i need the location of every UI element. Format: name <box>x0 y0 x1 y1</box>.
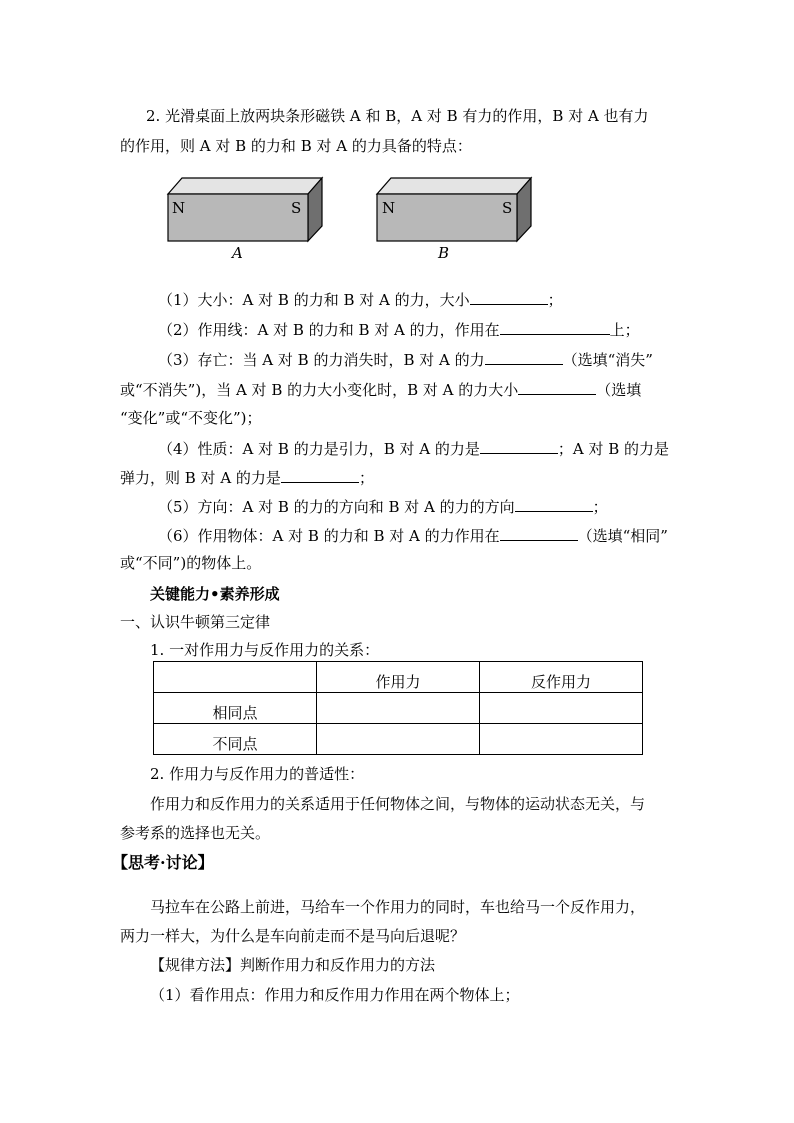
table-cell: 不同点 <box>154 724 317 755</box>
answer-blank[interactable] <box>500 525 578 541</box>
magnet-b-label: B <box>438 244 450 262</box>
table-cell[interactable] <box>480 724 643 755</box>
item-1: （1）大小：A 对 B 的力和 B 对 A 的力，大小 ； <box>158 291 563 309</box>
universality-line-2: 参考系的选择也无关。 <box>120 824 271 842</box>
answer-blank[interactable] <box>281 467 359 483</box>
method-text: 判断作用力和反作用力的方法 <box>240 956 436 974</box>
question-2-line-2: 的作用，则 A 对 B 的力和 B 对 A 的力具备的特点： <box>120 137 472 155</box>
table-cell: 相同点 <box>154 693 317 724</box>
item-4-line-2: 弹力，则 B 对 A 的力是 ； <box>120 469 374 487</box>
magnet-a-label: A <box>232 244 243 262</box>
magnet-b-south-pole: S <box>502 199 513 217</box>
relation-table <box>153 661 643 755</box>
table-cell[interactable] <box>317 693 480 724</box>
magnet-a-north-pole: N <box>172 199 186 217</box>
sub-heading-2: 2. 作用力与反作用力的普适性： <box>150 765 365 783</box>
table-row <box>154 693 643 724</box>
answer-blank[interactable] <box>485 349 563 365</box>
table-cell[interactable] <box>317 724 480 755</box>
item-5: （5）方向：A 对 B 的力的方向和 B 对 A 的力的方向 ； <box>158 498 608 516</box>
method-title: 【规律方法】 <box>150 956 241 974</box>
item-3-line-3: “变化”或“不变化”)； <box>120 409 262 427</box>
answer-blank[interactable] <box>500 319 610 335</box>
method-item-1: （1）看作用点：作用力和反作用力作用在两个物体上； <box>150 986 520 1004</box>
answer-blank[interactable] <box>518 379 596 395</box>
discussion-line-1: 马拉车在公路上前进，马给车一个作用力的同时，车也给马一个反作用力， <box>150 898 646 916</box>
table-header-cell <box>154 662 317 693</box>
item-6: （6）作用物体：A 对 B 的力和 B 对 A 的力作用在 （选填“相同” <box>158 527 668 545</box>
discussion-title: 【思考·讨论】 <box>112 853 214 872</box>
table-cell[interactable] <box>480 693 643 724</box>
magnets-diagram <box>160 170 550 250</box>
section-title: 关键能力•素养形成 <box>150 585 280 603</box>
universality-line-1: 作用力和反作用力的关系适用于任何物体之间，与物体的运动状态无关，与 <box>150 795 646 813</box>
item-2: （2）作用线：A 对 B 的力和 B 对 A 的力，作用在 上； <box>158 321 640 339</box>
item-3: （3）存亡：当 A 对 B 的力消失时，B 对 A 的力 （选填“消失” <box>158 351 653 369</box>
table-header-cell: 作用力 <box>317 662 480 693</box>
table-row <box>154 662 643 693</box>
question-2-line-1: 2. 光滑桌面上放两块条形磁铁 A 和 B，A 对 B 有力的作用，B 对 A 也有力 <box>146 107 649 125</box>
answer-blank[interactable] <box>515 496 593 512</box>
table-header-cell: 反作用力 <box>480 662 643 693</box>
method-heading <box>150 955 435 975</box>
magnet-a-south-pole: S <box>291 199 302 217</box>
part-1-title: 一、认识牛顿第三定律 <box>120 613 271 631</box>
item-6-line-2: 或“不同”)的物体上。 <box>120 554 262 572</box>
discussion-line-2: 两力一样大，为什么是车向前走而不是马向后退呢？ <box>120 927 466 945</box>
item-3-line-2: 或“不消失”)，当 A 对 B 的力大小变化时，B 对 A 的力大小 （选填 <box>120 381 642 399</box>
magnet-b-north-pole: N <box>382 199 396 217</box>
item-4: （4）性质：A 对 B 的力是引力，B 对 A 的力是 ；A 对 B 的力是 <box>158 440 670 458</box>
answer-blank[interactable] <box>470 289 548 305</box>
answer-blank[interactable] <box>480 438 558 454</box>
table-row <box>154 724 643 755</box>
sub-heading-1: 1. 一对作用力与反作用力的关系： <box>150 641 380 659</box>
